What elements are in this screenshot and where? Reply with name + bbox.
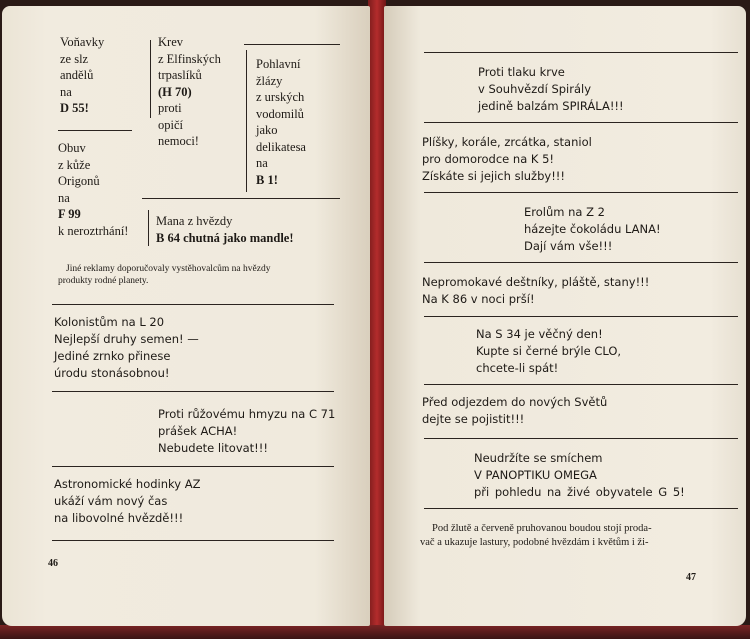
divider-rule <box>424 508 738 509</box>
column-divider <box>150 40 151 118</box>
divider-rule <box>424 384 738 385</box>
text-line: na <box>256 156 268 170</box>
divider-rule <box>52 466 334 467</box>
text-line: prášek ACHA! <box>158 424 238 438</box>
text-line: trpaslíků <box>158 68 202 82</box>
text-line: delikatesa <box>256 139 306 154</box>
column-divider <box>246 50 247 192</box>
text-line: Dají vám vše!!! <box>524 239 613 253</box>
page-number: 47 <box>686 572 696 583</box>
divider-rule <box>52 540 334 541</box>
divider-rule <box>424 262 738 263</box>
ad-clocks <box>54 476 200 527</box>
text-line: D 55! <box>60 101 89 115</box>
paragraph-line: Pod žlutě a červeně pruhovanou boudou stojí proda- <box>432 523 652 534</box>
text-line: Jediné zrnko přinese <box>54 349 171 363</box>
column-divider <box>148 210 149 246</box>
text-line: Před odjezdem do nových Světů <box>422 395 608 409</box>
divider-rule <box>244 44 340 45</box>
text-line: B 64 chutná jako mandle! <box>156 230 294 245</box>
divider-rule <box>424 192 738 193</box>
text-line: Na K 86 v noci prší! <box>422 292 535 306</box>
text-line: Plíšky, korále, zrcátka, staniol <box>422 135 592 149</box>
ad-shoes <box>58 140 128 239</box>
text-line: házejte čokoládu LANA! <box>524 222 661 236</box>
text-line: k neroztrhání! <box>58 223 129 238</box>
text-line: V PANOPTIKU OMEGA <box>474 468 597 482</box>
divider-rule <box>52 304 334 305</box>
text-line: Nepromokavé deštníky, pláště, stany!!! <box>422 275 650 289</box>
ad-sun <box>476 326 621 377</box>
divider-rule <box>424 438 738 439</box>
divider-rule <box>52 391 334 392</box>
text-line: při pohledu na živé obyvatele G 5! <box>474 485 685 499</box>
ad-insurance <box>422 394 607 428</box>
text-line: z kůže <box>58 157 91 172</box>
ad-blood <box>158 34 221 150</box>
right-page <box>384 6 746 626</box>
text-line: Mana z hvězdy <box>156 214 233 228</box>
text-line: ze slz <box>60 51 89 66</box>
text-line: Origonů <box>58 174 100 188</box>
text-line: vodomilů <box>256 106 304 121</box>
text-line: žlázy <box>256 73 283 88</box>
text-line: Kolonistům na L 20 <box>54 315 165 329</box>
text-line: úrodu stonásobnou! <box>54 366 170 380</box>
text-line: na <box>60 84 72 99</box>
text-line: Získáte si jejich služby!!! <box>422 169 566 183</box>
book-bottom-edge <box>0 625 750 639</box>
text-line: Neudržíte se smíchem <box>474 451 603 465</box>
text-line: na libovolné hvězdě!!! <box>54 511 184 525</box>
divider-rule <box>58 130 132 131</box>
ad-insects <box>158 406 335 457</box>
text-line: z Elfinských <box>158 51 221 66</box>
page-number: 46 <box>48 558 58 569</box>
text-line: v Souhvězdí Spirály <box>478 82 592 96</box>
text-line: Kupte si černé brýle CLO, <box>476 344 622 358</box>
text-line: Voňavky <box>60 35 105 49</box>
text-line: Erolům na Z 2 <box>524 205 605 219</box>
text-line: andělů <box>60 68 94 82</box>
divider-rule <box>424 122 738 123</box>
text-line: Krev <box>158 35 183 49</box>
text-line: proti <box>158 101 182 115</box>
text-line: F 99 <box>58 207 81 221</box>
text-line: opičí <box>158 117 183 132</box>
text-line: Nejlepší druhy semen! — <box>54 332 199 346</box>
ad-mana <box>156 213 294 246</box>
text-line: dejte se pojistit!!! <box>422 412 525 426</box>
ad-colonists <box>54 314 199 382</box>
divider-rule <box>424 52 738 53</box>
ad-rain <box>422 274 649 308</box>
text-line: Na S 34 je věčný den! <box>476 327 603 341</box>
footer-paragraph <box>420 522 652 550</box>
text-line: Obuv <box>58 141 86 155</box>
caption <box>58 263 270 287</box>
text-line: nemoci! <box>158 134 199 148</box>
text-line: ukáží vám nový čas <box>54 494 168 508</box>
text-line: (H 70) <box>158 84 192 99</box>
text-line: na <box>58 190 70 205</box>
text-line: jako <box>256 123 278 137</box>
text-line: Pohlavní <box>256 57 301 71</box>
left-page <box>2 6 370 626</box>
text-line: pro domorodce na K 5! <box>422 152 555 166</box>
text-line: Astronomické hodinky AZ <box>54 477 201 491</box>
text-line: Nebudete litovat!!! <box>158 441 269 455</box>
text-line: Proti tlaku krve <box>478 65 565 79</box>
caption-line: Jiné reklamy doporučovaly vystěhovalcům na hvězdy <box>66 264 271 274</box>
caption-line: produkty rodné planety. <box>58 276 149 286</box>
ad-erolum <box>524 204 661 255</box>
divider-rule <box>424 316 738 317</box>
text-line: jedině balzám SPIRÁLA!!! <box>478 99 624 113</box>
ad-pressure <box>478 64 624 115</box>
ad-beads <box>422 134 592 185</box>
ad-glands <box>256 56 306 188</box>
text-line: z urských <box>256 90 305 104</box>
text-line: Proti růžovému hmyzu na C 71 <box>158 407 336 421</box>
divider-rule <box>142 198 340 199</box>
ad-perfume <box>60 34 104 117</box>
text-line: chcete-li spát! <box>476 361 559 375</box>
ad-panoptikum <box>474 450 685 501</box>
text-line: B 1! <box>256 172 278 187</box>
paragraph-line: vač a ukazuje lastury, podobné hvězdám i květům i ži- <box>420 537 649 548</box>
